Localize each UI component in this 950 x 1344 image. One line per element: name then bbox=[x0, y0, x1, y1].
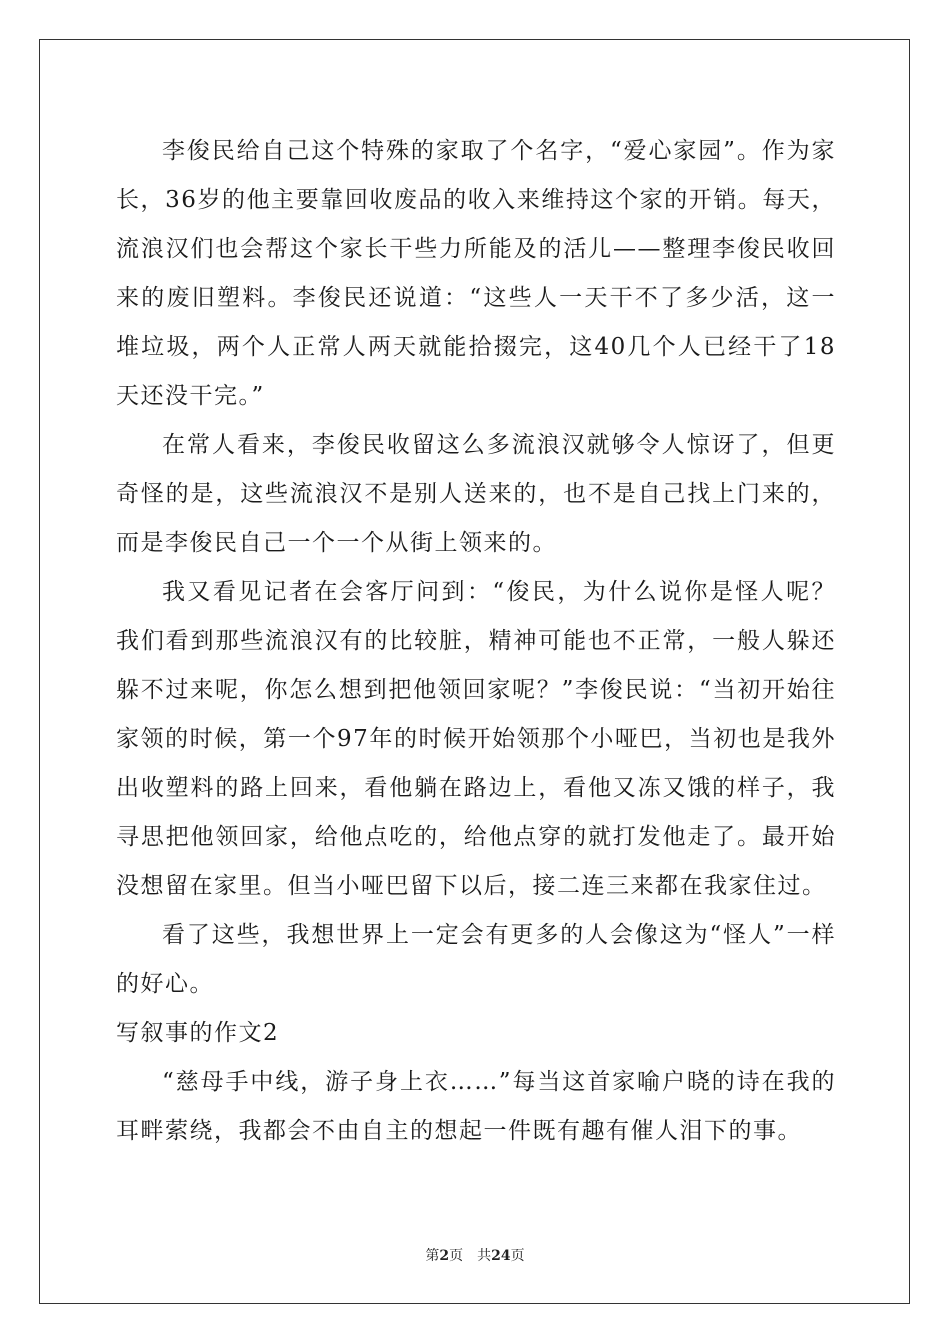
paragraph: 在常人看来，李俊民收留这么多流浪汉就够令人惊讶了，但更奇怪的是，这些流浪汉不是别人送来的，也不是自己找上门来的，而是李俊民自己一个一个从街上领来的。 bbox=[116, 432, 836, 556]
page-number: 2 bbox=[439, 1248, 450, 1264]
paragraph: 我又看见记者在会客厅问到：“俊民，为什么说你是怪人呢？我们看到那些流浪汉有的比较脏，精神可能也不正常，一般人躲还躲不过来呢，你怎么想到把他领回家呢？”李俊民说：“当初开始往家领的时候，第一个97年的时候开始领那个小哑巴，当初也是我外出收塑料的路上回来，看他躺在路边上，看他又冻又饿的样子，我寻思把他领回家，给他点吃的，给他点穿的就打发他走了。最开始没想留在家里。但当小哑巴留下以后，接二连三来都在我家住过。 bbox=[116, 579, 836, 899]
page-footer bbox=[0, 1246, 950, 1266]
document-body bbox=[116, 127, 836, 1156]
paragraph: 李俊民给自己这个特殊的家取了个名字，“爱心家园”。作为家长，36岁的他主要靠回收废品的收入来维持这个家的开销。每天，流浪汉们也会帮这个家长干些力所能及的活儿——整理李俊民收回来的废旧塑料。李俊民还说道：“这些人一天干不了多少活，这一堆垃圾，两个人正常人两天就能拾掇完，这40几个人已经干了18天还没干完。” bbox=[116, 138, 836, 409]
section-heading: 写叙事的作文2 bbox=[116, 1020, 280, 1046]
total-pages: 24 bbox=[491, 1248, 511, 1264]
page-suffix: 页 bbox=[449, 1248, 464, 1264]
page-prefix: 第 bbox=[425, 1248, 440, 1264]
total-prefix: 共 bbox=[477, 1248, 492, 1264]
total-suffix: 页 bbox=[510, 1248, 525, 1264]
paragraph: 看了这些，我想世界上一定会有更多的人会像这为“怪人”一样的好心。 bbox=[116, 922, 836, 997]
paragraph: “慈母手中线，游子身上衣……”每当这首家喻户晓的诗在我的耳畔萦绕，我都会不由自主的想起一件既有趣有催人泪下的事。 bbox=[116, 1069, 836, 1144]
